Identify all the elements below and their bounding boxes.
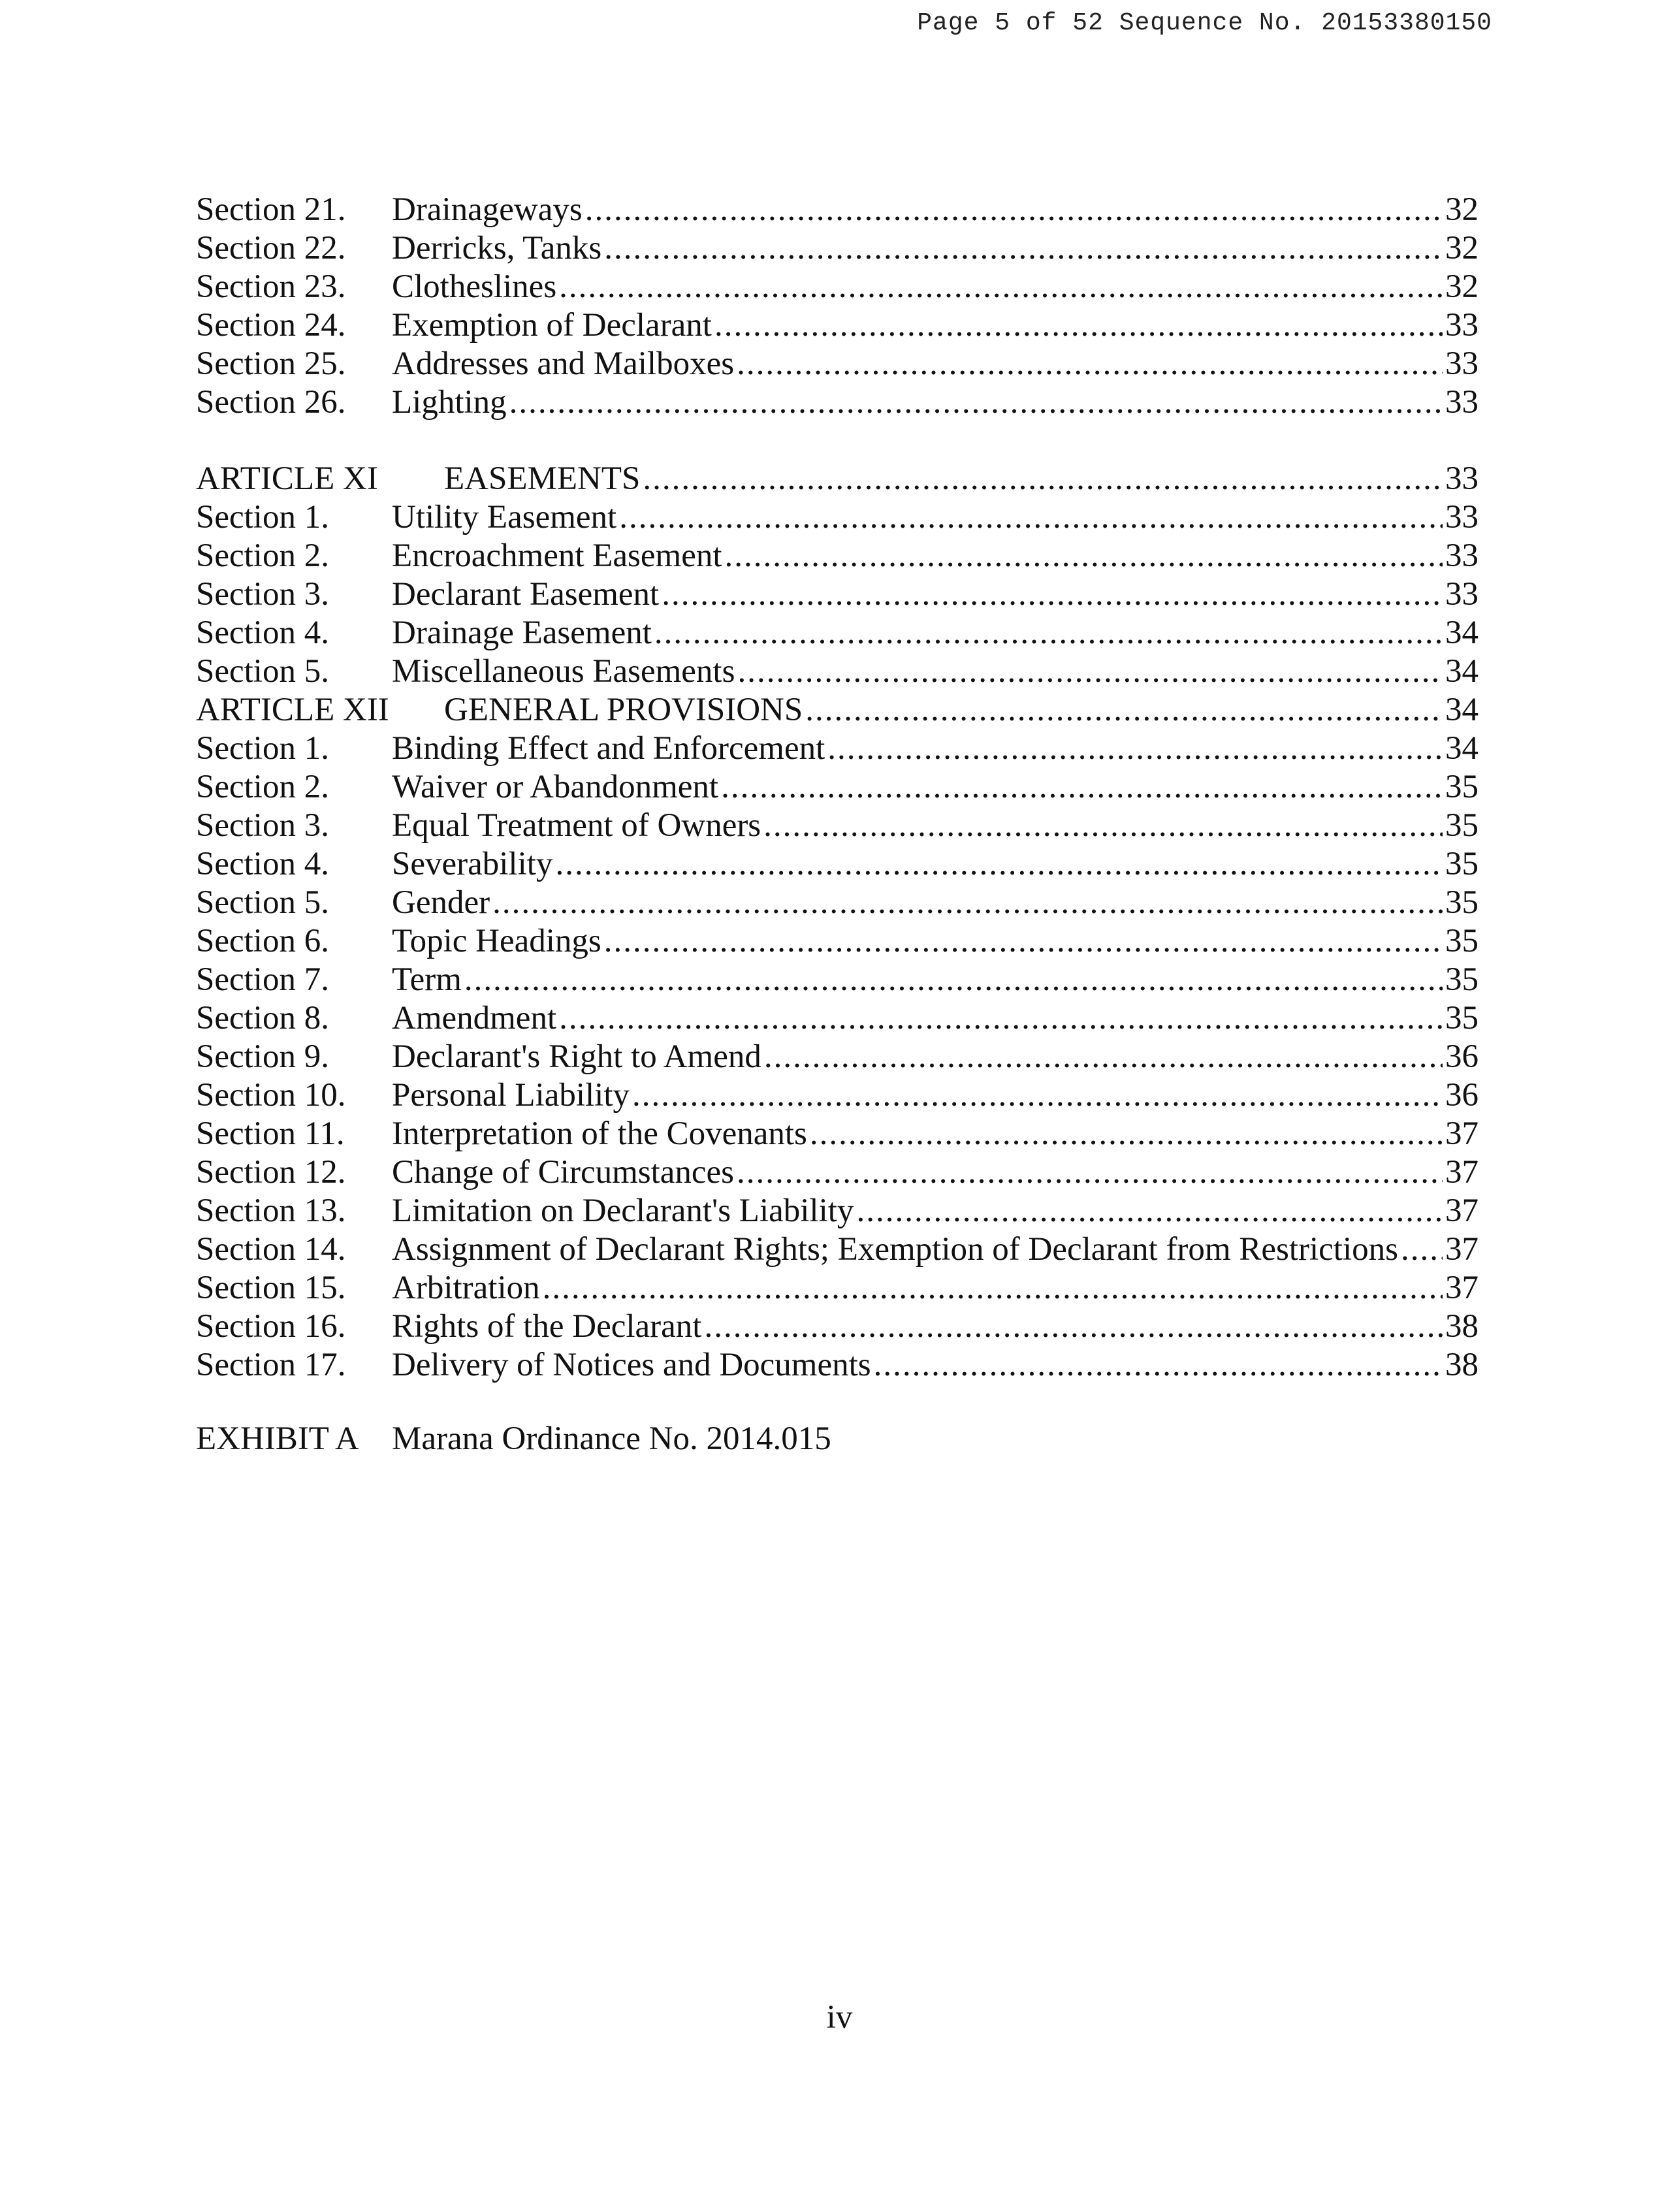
page-number: 38 <box>1445 1347 1479 1383</box>
toc-entry <box>196 383 1479 422</box>
toc-entry <box>196 1230 1479 1269</box>
dot-leader <box>619 498 1443 537</box>
dot-leader <box>725 537 1443 575</box>
section-title: Declarant Easement <box>392 576 660 613</box>
section-label: Section 2. <box>196 537 329 574</box>
section-label: Section 4. <box>196 615 329 651</box>
toc-group-article-x-sections <box>196 191 1479 422</box>
section-label: Section 2. <box>196 769 329 805</box>
toc-entry <box>196 306 1479 345</box>
dot-leader <box>662 575 1443 614</box>
page-number: 37 <box>1445 1115 1479 1152</box>
dot-leader <box>464 961 1443 999</box>
article-label: ARTICLE XI <box>196 460 378 497</box>
page-number: 34 <box>1445 615 1479 651</box>
page-number: 34 <box>1445 730 1479 767</box>
dot-leader <box>492 884 1443 922</box>
toc-entry <box>196 729 1479 768</box>
section-title: Severability <box>392 846 553 882</box>
section-title: Interpretation of the Covenants <box>392 1115 807 1152</box>
toc-entry <box>196 537 1479 575</box>
section-title: Declarant's Right to Amend <box>392 1038 761 1075</box>
toc-entry <box>196 1153 1479 1192</box>
page-number: 33 <box>1445 460 1479 497</box>
section-label: Section 13. <box>196 1193 346 1229</box>
section-title: Limitation on Declarant's Liability <box>392 1193 854 1229</box>
toc-entry <box>196 1269 1479 1307</box>
toc-entry <box>196 999 1479 1038</box>
section-title: Assignment of Declarant Rights; Exemption of Declarant from Restrictions <box>392 1231 1398 1268</box>
dot-leader <box>737 652 1443 691</box>
section-label: Section 3. <box>196 807 329 844</box>
dot-leader <box>714 306 1443 345</box>
dot-leader <box>654 614 1443 652</box>
section-label: Section 17. <box>196 1347 346 1383</box>
section-title: Waiver or Abandonment <box>392 769 719 805</box>
dot-leader <box>604 229 1443 268</box>
page-number: 33 <box>1445 576 1479 613</box>
section-title: Exemption of Declarant <box>392 307 712 344</box>
section-title: Equal Treatment of Owners <box>392 807 761 844</box>
page-number: 34 <box>1445 692 1479 728</box>
toc-entry <box>196 575 1479 614</box>
dot-leader <box>643 460 1443 498</box>
dot-leader <box>737 345 1443 383</box>
toc-entry <box>196 498 1479 537</box>
section-title: Amendment <box>392 1000 557 1036</box>
section-label: Section 1. <box>196 730 329 767</box>
section-title: Topic Headings <box>392 923 601 959</box>
table-of-contents <box>196 191 1479 1458</box>
toc-entry <box>196 1307 1479 1346</box>
section-label: Section 12. <box>196 1154 346 1191</box>
section-title: Encroachment Easement <box>392 537 722 574</box>
page-number: 35 <box>1445 807 1479 844</box>
section-label: Section 5. <box>196 653 329 690</box>
dot-leader <box>827 729 1443 768</box>
toc-entry <box>196 1115 1479 1153</box>
toc-entry <box>196 1346 1479 1385</box>
page-number: 33 <box>1445 345 1479 382</box>
dot-leader <box>555 845 1443 884</box>
section-title: Derricks, Tanks <box>392 230 602 266</box>
page-number: 37 <box>1445 1231 1479 1268</box>
exhibit-label: EXHIBIT A <box>196 1420 359 1457</box>
dot-leader <box>509 383 1443 422</box>
section-label: Section 26. <box>196 384 346 421</box>
toc-entry <box>196 229 1479 268</box>
section-label: Section 3. <box>196 576 329 613</box>
page-number: 38 <box>1445 1308 1479 1345</box>
page-number: 33 <box>1445 499 1479 536</box>
page-number: 35 <box>1445 884 1479 921</box>
dot-leader <box>559 999 1443 1038</box>
section-title: Personal Liability <box>392 1077 630 1114</box>
dot-leader <box>737 1153 1443 1192</box>
page-number: 36 <box>1445 1038 1479 1075</box>
section-title: Addresses and Mailboxes <box>392 345 735 382</box>
page-number: 35 <box>1445 923 1479 959</box>
toc-group-article-xi-sections <box>196 498 1479 691</box>
section-label: Section 23. <box>196 268 346 305</box>
section-title: Term <box>392 961 462 998</box>
section-title: Clotheslines <box>392 268 557 305</box>
page-number: 35 <box>1445 846 1479 882</box>
section-title: Gender <box>392 884 490 921</box>
section-label: Section 21. <box>196 191 346 228</box>
toc-entry <box>196 1038 1479 1076</box>
page-number: 36 <box>1445 1077 1479 1114</box>
section-title: Drainage Easement <box>392 615 652 651</box>
dot-leader <box>704 1307 1443 1346</box>
page-number: 35 <box>1445 769 1479 805</box>
article-label: ARTICLE XII <box>196 692 389 728</box>
toc-entry <box>196 884 1479 922</box>
dot-leader <box>543 1269 1443 1307</box>
dot-leader <box>604 922 1443 961</box>
page-number: 37 <box>1445 1154 1479 1191</box>
toc-entry <box>196 768 1479 807</box>
toc-article-heading-xii <box>196 691 1479 729</box>
section-title: Lighting <box>392 384 507 421</box>
page-number: 33 <box>1445 537 1479 574</box>
section-label: Section 6. <box>196 923 329 959</box>
spacer <box>196 1385 1479 1420</box>
page-number: 37 <box>1445 1193 1479 1229</box>
exhibit-title: Marana Ordinance No. 2014.015 <box>392 1420 831 1457</box>
toc-article-heading-xi <box>196 460 1479 498</box>
page-number: 33 <box>1445 307 1479 344</box>
toc-exhibit-entry <box>196 1420 1479 1458</box>
spacer <box>196 422 1479 460</box>
page-number: 32 <box>1445 230 1479 266</box>
section-label: Section 4. <box>196 846 329 882</box>
toc-group-article-xii-sections <box>196 729 1479 1385</box>
toc-entry <box>196 1192 1479 1230</box>
article-title: GENERAL PROVISIONS <box>444 692 803 728</box>
article-title: EASEMENTS <box>444 460 641 497</box>
page-footer-number: iv <box>826 1999 853 2036</box>
section-label: Section 7. <box>196 961 329 998</box>
section-label: Section 9. <box>196 1038 329 1075</box>
toc-entry <box>196 652 1479 691</box>
toc-entry <box>196 345 1479 383</box>
toc-entry <box>196 191 1479 229</box>
dot-leader <box>585 191 1443 229</box>
section-label: Section 14. <box>196 1231 346 1268</box>
page-number: 37 <box>1445 1270 1479 1306</box>
dot-leader <box>856 1192 1443 1230</box>
section-title: Miscellaneous Easements <box>392 653 735 690</box>
section-title: Binding Effect and Enforcement <box>392 730 825 767</box>
toc-entry <box>196 845 1479 884</box>
dot-leader <box>632 1076 1443 1115</box>
section-label: Section 22. <box>196 230 346 266</box>
toc-entry <box>196 614 1479 652</box>
section-label: Section 1. <box>196 499 329 536</box>
dot-leader <box>559 268 1443 306</box>
section-label: Section 25. <box>196 345 346 382</box>
section-label: Section 15. <box>196 1270 346 1306</box>
page-number: 34 <box>1445 653 1479 690</box>
page-number: 33 <box>1445 384 1479 421</box>
section-title: Utility Easement <box>392 499 617 536</box>
section-title: Change of Circumstances <box>392 1154 735 1191</box>
toc-entry <box>196 922 1479 961</box>
dot-leader <box>805 691 1443 729</box>
section-label: Section 16. <box>196 1308 346 1345</box>
toc-entry <box>196 807 1479 845</box>
toc-entry <box>196 1076 1479 1115</box>
section-title: Drainageways <box>392 191 583 228</box>
toc-entry <box>196 268 1479 306</box>
section-label: Section 10. <box>196 1077 346 1114</box>
dot-leader <box>810 1115 1443 1153</box>
section-label: Section 11. <box>196 1115 345 1152</box>
section-title: Delivery of Notices and Documents <box>392 1347 871 1383</box>
page-number: 32 <box>1445 268 1479 305</box>
toc-entry <box>196 961 1479 999</box>
section-label: Section 24. <box>196 307 346 344</box>
dot-leader <box>763 807 1443 845</box>
dot-leader <box>874 1346 1443 1385</box>
page-number: 32 <box>1445 191 1479 228</box>
dot-leader <box>1401 1230 1443 1269</box>
dot-leader <box>721 768 1443 807</box>
section-label: Section 8. <box>196 1000 329 1036</box>
section-title: Rights of the Declarant <box>392 1308 702 1345</box>
dot-leader <box>764 1038 1443 1076</box>
page-number: 35 <box>1445 961 1479 998</box>
section-title: Arbitration <box>392 1270 540 1306</box>
page-header: Page 5 of 52 Sequence No. 20153380150 <box>917 9 1492 37</box>
page-number: 35 <box>1445 1000 1479 1036</box>
section-label: Section 5. <box>196 884 329 921</box>
